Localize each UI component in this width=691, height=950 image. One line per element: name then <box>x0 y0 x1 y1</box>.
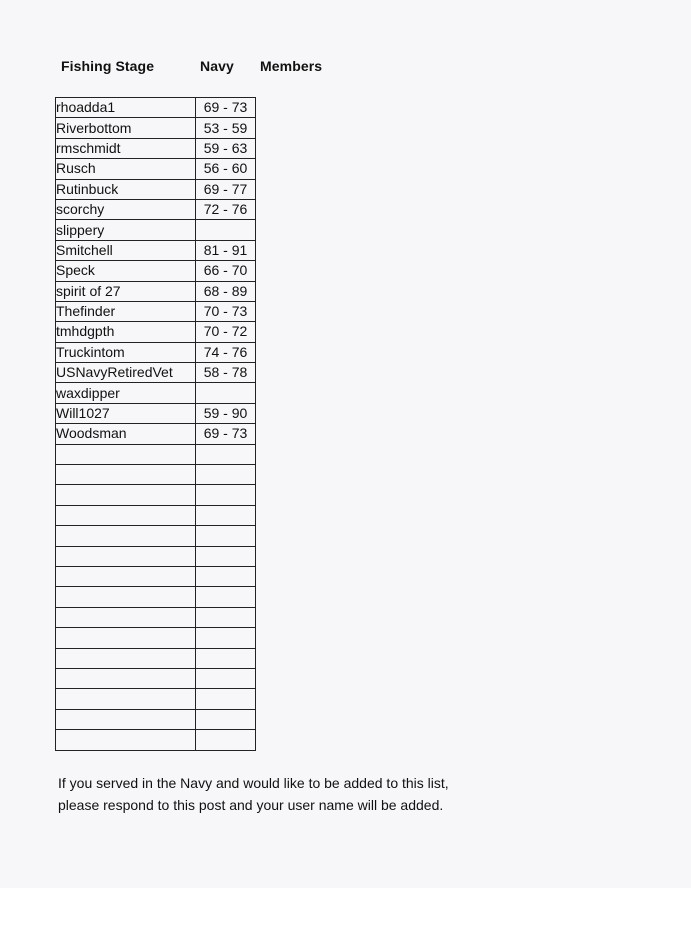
member-service-years <box>196 607 256 627</box>
table-row <box>56 322 256 342</box>
member-username: Rusch <box>56 159 196 179</box>
member-username <box>56 668 196 688</box>
member-username <box>56 587 196 607</box>
footer-line-1: If you served in the Navy and would like to be added to this list, <box>58 775 449 791</box>
member-username: Smitchell <box>56 240 196 260</box>
member-service-years <box>196 628 256 648</box>
member-username: Woodsman <box>56 424 196 444</box>
member-username <box>56 546 196 566</box>
member-service-years: 59 - 63 <box>196 138 256 158</box>
member-username <box>56 730 196 750</box>
member-username: Rutinbuck <box>56 179 196 199</box>
member-service-years <box>196 587 256 607</box>
table-row <box>56 668 256 688</box>
member-service-years: 81 - 91 <box>196 240 256 260</box>
footer-line-2: please respond to this post and your user name will be added. <box>58 796 444 813</box>
table-row <box>56 98 256 118</box>
member-username <box>56 648 196 668</box>
member-username: USNavyRetiredVet <box>56 363 196 383</box>
member-username: rhoadda1 <box>56 98 196 118</box>
member-service-years <box>196 444 256 464</box>
member-service-years: 58 - 78 <box>196 363 256 383</box>
member-service-years <box>196 485 256 505</box>
member-username <box>56 607 196 627</box>
scan-margin <box>0 888 691 950</box>
table-row <box>56 424 256 444</box>
member-username <box>56 465 196 485</box>
member-service-years: 72 - 76 <box>196 199 256 219</box>
member-service-years <box>196 648 256 668</box>
member-username: scorchy <box>56 199 196 219</box>
table-row <box>56 607 256 627</box>
member-username <box>56 628 196 648</box>
table-row <box>56 730 256 750</box>
member-service-years <box>196 383 256 403</box>
member-username: Truckintom <box>56 342 196 362</box>
member-username: Will1027 <box>56 403 196 423</box>
table-row <box>56 444 256 464</box>
member-username: tmhdgpth <box>56 322 196 342</box>
member-table <box>55 97 256 751</box>
member-service-years: 69 - 77 <box>196 179 256 199</box>
table-row <box>56 485 256 505</box>
member-service-years: 74 - 76 <box>196 342 256 362</box>
member-username <box>56 566 196 586</box>
member-username: slippery <box>56 220 196 240</box>
table-row <box>56 363 256 383</box>
member-username: spirit of 27 <box>56 281 196 301</box>
member-username: waxdipper <box>56 383 196 403</box>
table-row <box>56 546 256 566</box>
table-row <box>56 118 256 138</box>
table-row <box>56 505 256 525</box>
member-service-years <box>196 709 256 729</box>
header-members: Members <box>260 58 323 74</box>
member-username: Riverbottom <box>56 118 196 138</box>
member-service-years <box>196 730 256 750</box>
member-service-years <box>196 465 256 485</box>
table-row <box>56 526 256 546</box>
member-service-years: 59 - 90 <box>196 403 256 423</box>
member-service-years <box>196 566 256 586</box>
footer-note <box>58 773 578 816</box>
table-row <box>56 138 256 158</box>
table-row <box>56 689 256 709</box>
member-service-years: 69 - 73 <box>196 424 256 444</box>
member-service-years: 70 - 72 <box>196 322 256 342</box>
member-username <box>56 709 196 729</box>
member-service-years: 69 - 73 <box>196 98 256 118</box>
table-row <box>56 281 256 301</box>
member-service-years: 56 - 60 <box>196 159 256 179</box>
table-row <box>56 383 256 403</box>
table-row <box>56 220 256 240</box>
table-row <box>56 240 256 260</box>
table-row <box>56 465 256 485</box>
table-row <box>56 709 256 729</box>
table-row <box>56 587 256 607</box>
table-row <box>56 179 256 199</box>
table-row <box>56 261 256 281</box>
table-row <box>56 199 256 219</box>
member-service-years: 70 - 73 <box>196 301 256 321</box>
table-row <box>56 628 256 648</box>
member-username: Speck <box>56 261 196 281</box>
member-username: Thefinder <box>56 301 196 321</box>
header-fishing-stage: Fishing Stage <box>61 58 155 74</box>
table-row <box>56 566 256 586</box>
member-service-years: 53 - 59 <box>196 118 256 138</box>
member-username <box>56 526 196 546</box>
member-service-years: 66 - 70 <box>196 261 256 281</box>
member-service-years <box>196 668 256 688</box>
header-navy: Navy <box>200 58 234 74</box>
member-username <box>56 505 196 525</box>
member-username <box>56 689 196 709</box>
table-row <box>56 648 256 668</box>
member-service-years: 68 - 89 <box>196 281 256 301</box>
member-service-years <box>196 220 256 240</box>
member-username <box>56 444 196 464</box>
member-service-years <box>196 505 256 525</box>
member-service-years <box>196 526 256 546</box>
member-username: rmschmidt <box>56 138 196 158</box>
member-service-years <box>196 689 256 709</box>
member-username <box>56 485 196 505</box>
table-row <box>56 403 256 423</box>
table-row <box>56 342 256 362</box>
table-row <box>56 159 256 179</box>
table-row <box>56 301 256 321</box>
member-service-years <box>196 546 256 566</box>
